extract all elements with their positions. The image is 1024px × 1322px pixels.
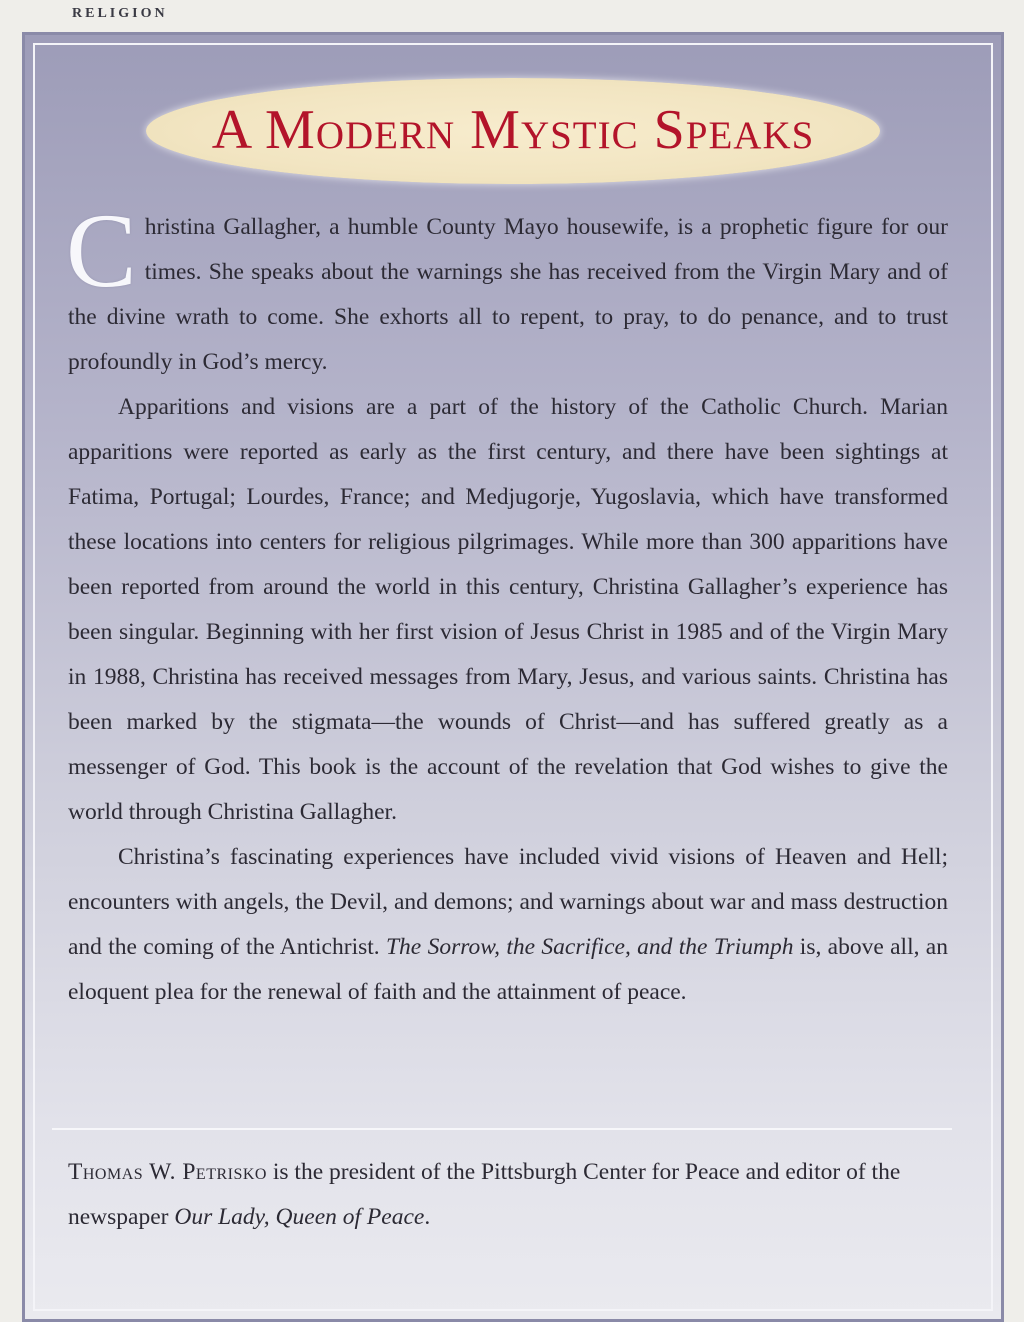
page-title: A Modern Mystic Speaks	[211, 99, 815, 161]
newspaper-title: Our Lady, Queen of Peace	[174, 1204, 425, 1230]
paragraph-1	[66, 192, 948, 385]
author-bio	[68, 1150, 948, 1240]
paragraph-3-after: is, above all, an eloquent plea for the renewal of faith and the attainment of peace.	[68, 934, 948, 1005]
category-label: RELIGION	[72, 6, 168, 21]
paragraph-3	[68, 835, 948, 1015]
paragraph-2: Apparitions and visions are a part of the history of the Catholic Church. Marian apparitions were reported as early as the first century, and there have been sightings at Fatima, Portugal; Lourdes, France; and Medjugorje, Yugoslavia, which have transformed these locations into centers for religious pilgrimages. While more than 300 apparitions have been reported from around the world in this century, Christina Gallagher’s experience has been singular. Beginning with her first vision of Jesus Christ in 1985 and of the Virgin Mary in 1988, Christina has received messages from Mary, Jesus, and various saints. Christina has been marked by the stigmata—the wounds of Christ—and has suffered greatly as a messenger of God. This book is the account of the revelation that God wishes to give the world through Christina Gallagher.	[68, 394, 948, 825]
author-bio-end: .	[424, 1204, 431, 1230]
drop-cap: C	[66, 192, 137, 309]
paragraph-1-text: hristina Gallagher, a humble County Mayo housewife, is a prophetic figure for our times. She speaks about the warnings she has received from the Virgin Mary and of the divine wrath to come. She exhorts all to repent, to pray, to do penance, and to trust profoundly in God’s mercy.	[68, 214, 948, 375]
book-title: The Sorrow, the Sacrifice, and the Triumph	[385, 934, 794, 960]
description-body	[66, 192, 948, 1015]
paragraph-3-before: Christina’s fascinating experiences have included vivid visions of Heaven and Hell; encounters with angels, the Devil, and demons; and warnings about war and mass destruction and the coming of the Antichrist.	[68, 844, 948, 960]
author-bio-text: is the president of the Pittsburgh Center for Peace and editor of the newspaper	[68, 1159, 901, 1230]
divider	[52, 1128, 952, 1130]
author-name: Thomas W. Petrisko	[68, 1159, 267, 1185]
